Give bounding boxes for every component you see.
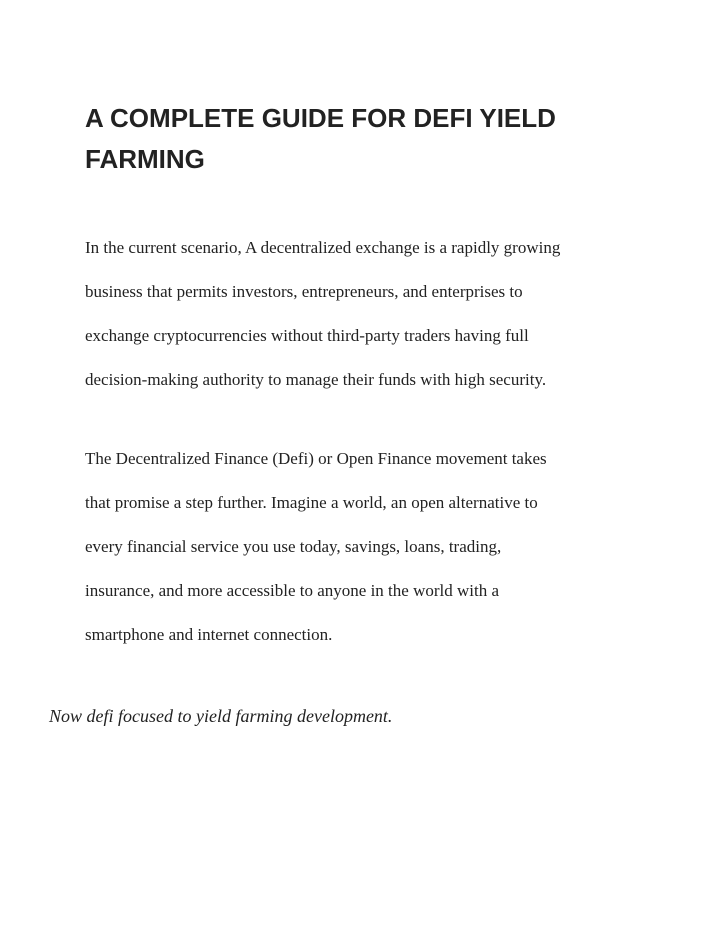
paragraph-line: The Decentralized Finance (Defi) or Open Finance movement takes bbox=[85, 449, 547, 468]
closing-statement: Now defi focused to yield farming development. bbox=[49, 706, 393, 726]
document-title bbox=[85, 98, 645, 180]
title-line: A COMPLETE GUIDE FOR DEFI YIELD bbox=[85, 103, 556, 133]
paragraph-line: insurance, and more accessible to anyone in the world with a bbox=[85, 581, 500, 600]
paragraph-line: exchange cryptocurrencies without third-party traders having full bbox=[85, 326, 529, 345]
paragraph-line: decision-making authority to manage their funds with high security. bbox=[85, 370, 547, 389]
title-line: FARMING bbox=[85, 144, 205, 174]
paragraph-line: In the current scenario, A decentralized exchange is a rapidly growing bbox=[85, 238, 561, 257]
paragraph-line: business that permits investors, entrepreneurs, and enterprises to bbox=[85, 282, 523, 301]
defi-paragraph bbox=[85, 437, 655, 657]
intro-paragraph bbox=[85, 226, 655, 402]
paragraph-line: every financial service you use today, savings, loans, trading, bbox=[85, 537, 502, 556]
paragraph-line: smartphone and internet connection. bbox=[85, 625, 333, 644]
paragraph-line: that promise a step further. Imagine a world, an open alternative to bbox=[85, 493, 538, 512]
